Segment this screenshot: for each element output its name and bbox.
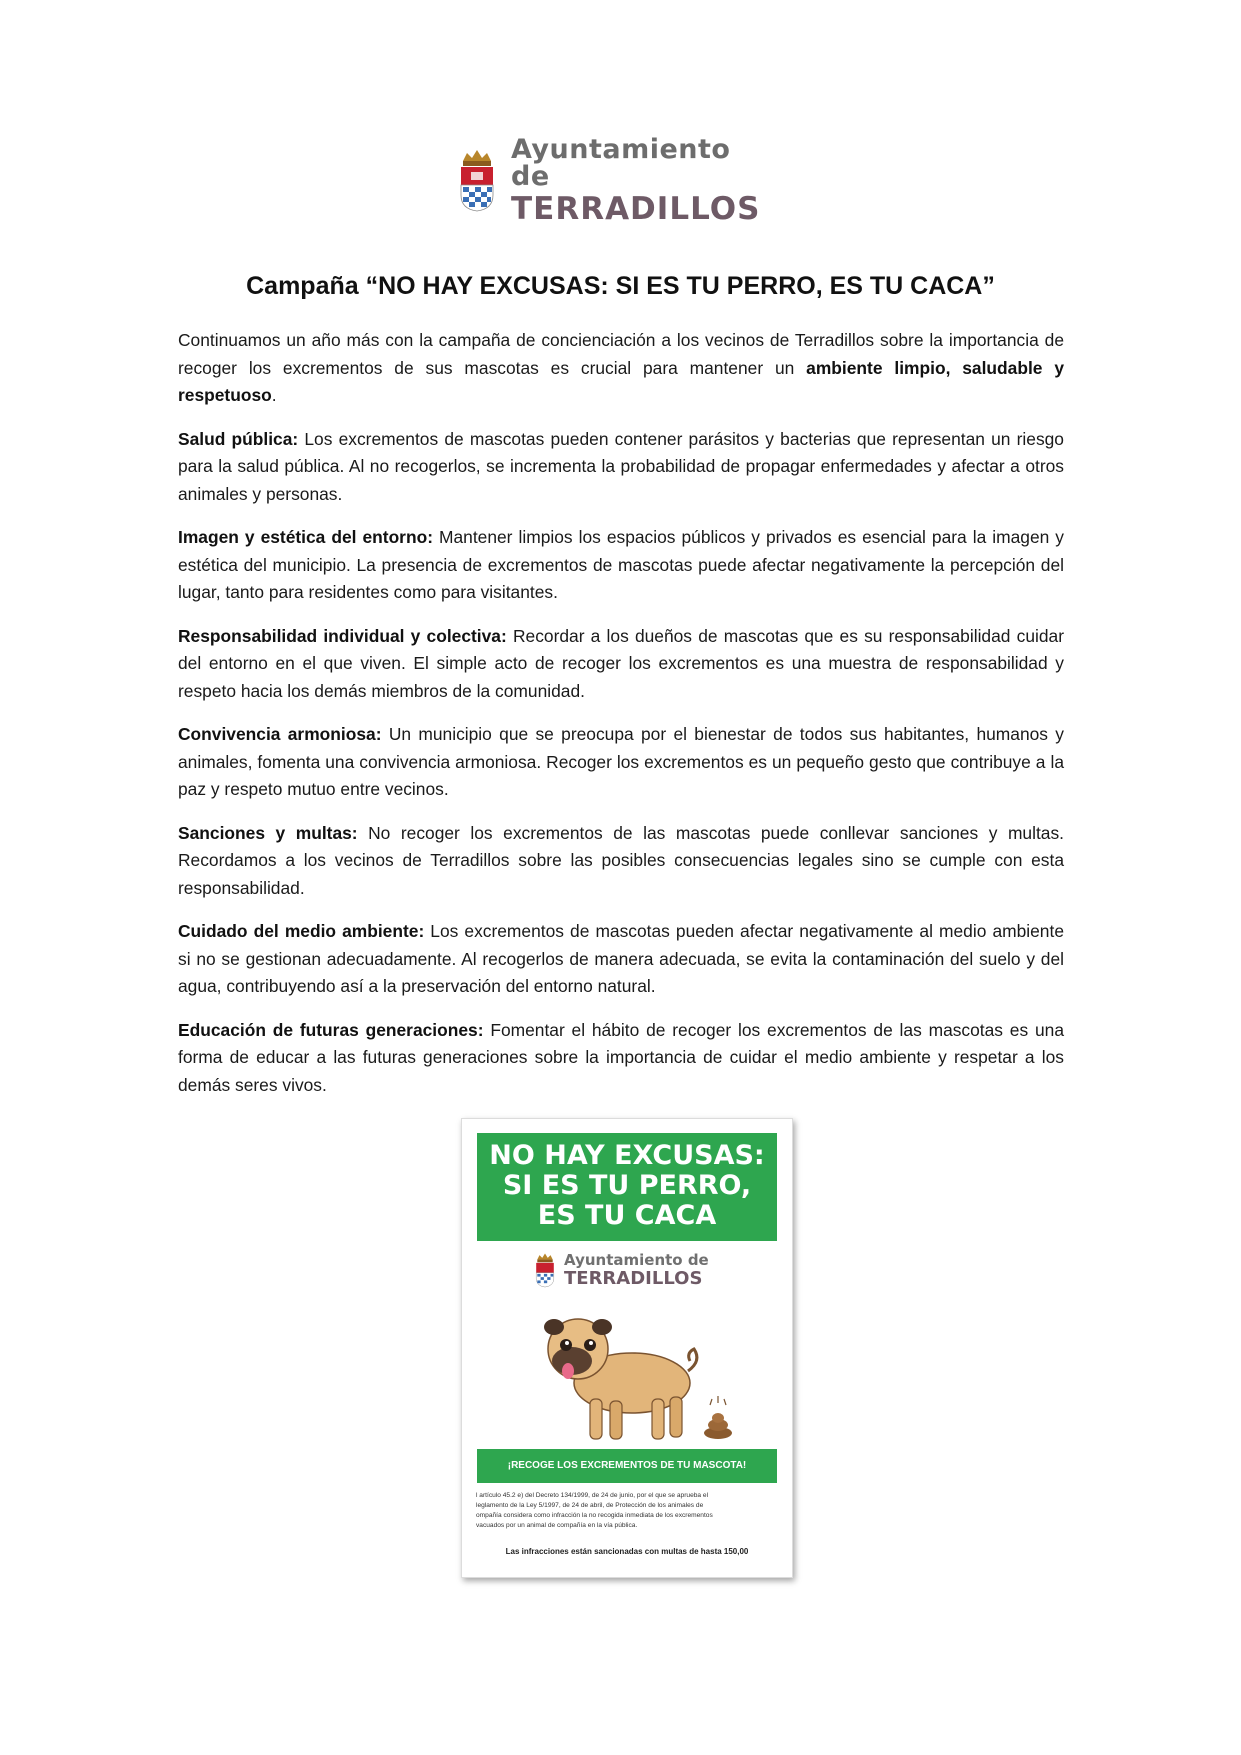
intro-paragraph — [178, 327, 1064, 410]
poster-banner — [477, 1133, 777, 1241]
poster-legal-line: vacuados por un animal de compañía en la vía pública. — [476, 1522, 638, 1529]
section-text: No recoger los excrementos de las mascotas puede conllevar sanciones y multas. Recordamos a los vecinos de Terradillos sobre las posibles consecuencias legales sino se cumple con esta responsabilidad. — [178, 822, 1064, 898]
coat-of-arms-icon — [457, 147, 497, 213]
section-paragraph — [178, 524, 1064, 607]
poster-fine-notice: Las infracciones están sancionadas con multas de hasta 150,00 — [505, 1547, 749, 1556]
section-paragraph — [178, 721, 1064, 804]
section-heading: Salud pública: — [178, 428, 299, 449]
document-title: Campaña “NO HAY EXCUSAS: SI ES TU PERRO, ES TU CACA” — [246, 272, 995, 300]
section-heading: Convivencia armoniosa: — [178, 724, 382, 744]
municipality-logo — [457, 133, 761, 227]
poster-legal-line: ompañía considera como infracción la no recogida inmediata de los excrementos — [476, 1512, 713, 1519]
pug-dog-illustration — [520, 1309, 740, 1449]
poster-logo-line-2: TERRADILLOS — [564, 1267, 703, 1289]
poster-banner-line-2: SI ES TU PERRO, — [502, 1170, 752, 1201]
section-text: Fomentar el hábito de recoger los excrementos de las mascotas es una forma de educar a las futuras generaciones sobre la importancia de cuidar el medio ambiente y respetar a los demás seres vivos. — [178, 1019, 1064, 1095]
section-paragraph — [178, 623, 1064, 706]
poster-banner-line-1: NO HAY EXCUSAS: — [489, 1140, 765, 1171]
section-text: Los excrementos de mascotas pueden afectar negativamente al medio ambiente si no se gestionan adecuadamente. Al recogerlos de manera adecuada, se evita la contaminación del suelo y del agua, contribuyendo así a la preservación del entorno natural. — [178, 921, 1064, 996]
section-paragraph — [178, 1017, 1064, 1100]
section-heading: Sanciones y multas: — [178, 822, 358, 843]
intro-text: Continuamos un año más con la campaña de concienciación a los vecinos de Terradillos sobre la importancia de recoger los excrementos de sus mascotas es crucial para mantener un — [178, 330, 1064, 378]
logo-line-1: Ayuntamiento de — [511, 133, 731, 192]
poster-slogan-strip: ¡RECOGE LOS EXCREMENTOS DE TU MASCOTA! — [477, 1449, 777, 1483]
intro-end: . — [271, 385, 277, 405]
section-heading: Imagen y estética del entorno: — [178, 527, 433, 547]
section-paragraph — [178, 426, 1064, 509]
poster-banner-line-3: ES TU CACA — [537, 1200, 717, 1231]
poster-legal-line: l artículo 45.2 e) del Decreto 134/1999, de 24 de junio, por el que se aprueba el — [476, 1492, 709, 1499]
section-text: Recordar a los dueños de mascotas que es su responsabilidad cuidar del entorno en el que viven. El simple acto de recoger los excrementos es una muestra de responsabilidad y respeto hacia los demás miembros de la comunidad. — [178, 625, 1065, 701]
poster-legal-line: leglamento de la Ley 5/1997, de 24 de abril, de Protección de los animales de — [476, 1502, 704, 1509]
coat-of-arms-icon — [534, 1251, 556, 1289]
section-paragraph — [178, 918, 1064, 1001]
poster-logo — [534, 1251, 709, 1289]
section-text: Un municipio que se preocupa por el bienestar de todos sus habitantes, humanos y animales, fomenta una convivencia armoniosa. Recoger los excrementos es un pequeño gesto que contribuye a la paz y respeto mutuo entre vecinos. — [178, 724, 1064, 799]
document-body — [178, 327, 1064, 1115]
campaign-poster — [461, 1118, 793, 1578]
section-text: Mantener limpios los espacios públicos y privados es esencial para la imagen y estética del municipio. La presencia de excrementos de mascotas puede afectar negativamente la percepción del lugar, tanto para residentes como para visitantes. — [178, 527, 1065, 602]
poster-logo-line-1: Ayuntamiento de — [564, 1250, 709, 1269]
section-heading: Responsabilidad individual y colectiva: — [178, 625, 507, 646]
section-text: Los excrementos de mascotas pueden contener parásitos y bacterias que representan un riesgo para la salud pública. Al no recogerlos, se incrementa la probabilidad de propagar enfermedades y afectar a otros animales y personas. — [178, 428, 1064, 504]
poster-legal-text — [476, 1491, 776, 1531]
section-heading: Cuidado del medio ambiente: — [178, 921, 425, 941]
intro-bold-text: ambiente limpio, saludable y respetuoso — [178, 357, 1064, 405]
section-heading: Educación de futuras generaciones: — [178, 1019, 484, 1040]
logo-line-2: TERRADILLOS — [511, 190, 761, 227]
section-paragraph — [178, 820, 1064, 903]
